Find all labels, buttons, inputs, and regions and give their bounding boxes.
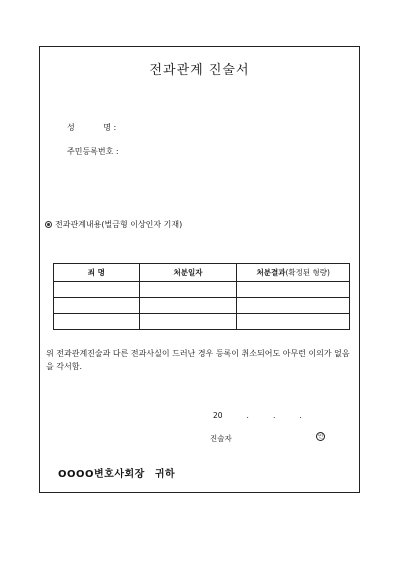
seal-mark: 인 <box>317 434 324 440</box>
table-cell[interactable] <box>54 298 140 314</box>
date-separator: . <box>272 411 276 420</box>
table-cell[interactable] <box>237 314 350 330</box>
section-heading-text: 전과관계내용(벌금형 이상인자 기재) <box>55 220 183 229</box>
header-offense-name: 죄 명 <box>54 264 140 282</box>
date-year: 20 <box>213 411 223 420</box>
table-cell[interactable] <box>139 282 237 298</box>
document-page <box>39 46 360 493</box>
signer-label: 진술자 <box>210 434 232 443</box>
table-cell[interactable] <box>237 282 350 298</box>
date-separator: . <box>299 411 302 420</box>
addressee <box>58 465 175 480</box>
table-cell[interactable] <box>237 298 350 314</box>
header-result-main: 처분결과 <box>256 268 286 277</box>
header-result-paren: (확정된 형량) <box>285 268 330 277</box>
header-disposition-result <box>237 264 350 282</box>
table-row <box>54 282 350 298</box>
table-cell[interactable] <box>54 282 140 298</box>
table-row <box>54 298 350 314</box>
name-label-part2: 명 : <box>103 123 117 132</box>
table-cell[interactable] <box>139 314 237 330</box>
header-disposition-date: 처분일자 <box>139 264 237 282</box>
table-cell[interactable] <box>139 298 237 314</box>
addressee-name: OOOO변호사회장 <box>58 469 145 480</box>
date-line <box>213 411 326 420</box>
name-label-part1: 성 <box>67 123 75 132</box>
criminal-record-table <box>53 263 350 330</box>
table-row <box>54 314 350 330</box>
table-cell[interactable] <box>54 314 140 330</box>
rrn-field-label: 주민등록번호 : <box>67 147 119 156</box>
circle-bullet-icon <box>45 221 52 228</box>
addressee-suffix: 귀하 <box>154 469 176 480</box>
criminal-record-section-heading <box>45 219 182 230</box>
declaration-statement: 위 전과관계진술과 다른 전과사실이 드러난 경우 등록이 취소되어도 아무런 이의가 없음을 각서함. <box>46 349 350 371</box>
document-title: 전과관계 진술서 <box>149 63 250 78</box>
table-header-row <box>54 264 350 282</box>
date-separator: . <box>246 411 249 420</box>
name-field-label <box>67 122 116 133</box>
